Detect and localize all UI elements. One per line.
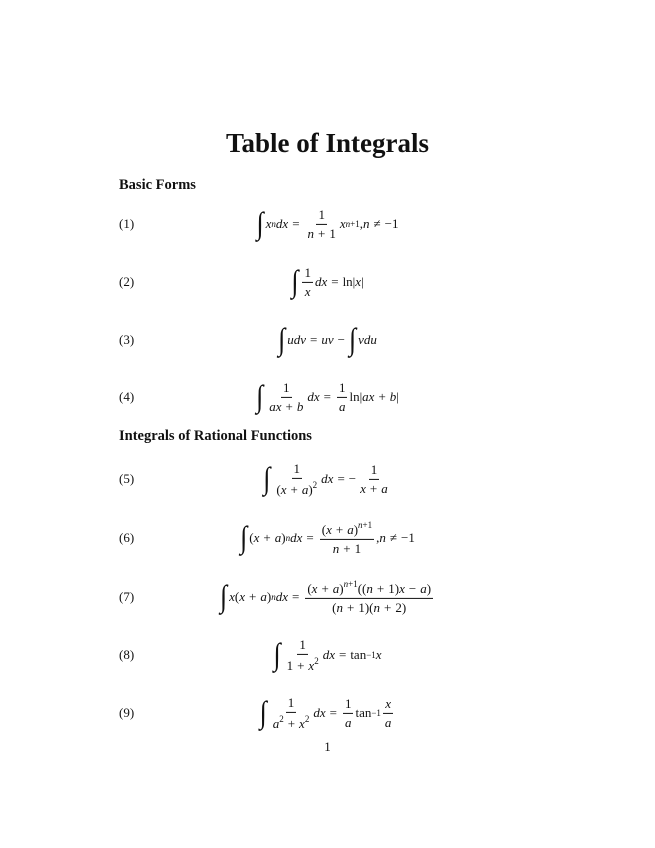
- math-text: (: [249, 530, 254, 545]
- math-variable: ax: [269, 398, 282, 414]
- equation-row: [0, 688, 655, 738]
- numerator: [316, 207, 327, 225]
- math-operator: +: [343, 540, 351, 556]
- math-text: 1: [344, 695, 352, 711]
- numerator: [286, 695, 297, 713]
- numerator: [343, 696, 354, 714]
- equation-row: [0, 372, 655, 422]
- fraction: [302, 265, 313, 299]
- math-variable: x: [253, 530, 260, 545]
- math-text: 1: [283, 379, 290, 395]
- math-text: 1: [354, 540, 362, 556]
- section-heading: Integrals of Rational Functions: [119, 428, 312, 444]
- fraction: [305, 579, 433, 615]
- math-text: 2: [304, 713, 310, 724]
- math-variable: x: [229, 589, 235, 604]
- numerator: [302, 265, 313, 283]
- numerator: [292, 461, 303, 479]
- math-text: 1: [287, 694, 295, 710]
- math-variable: a: [344, 714, 352, 730]
- math-operator: +: [335, 521, 344, 537]
- equation: [0, 380, 655, 414]
- math-text: 1: [338, 379, 346, 395]
- math-variable: n: [336, 599, 343, 615]
- integral-sign-icon: ∫: [348, 322, 357, 357]
- math-text: −1: [366, 650, 376, 660]
- integral-sign-icon: ∫: [256, 206, 264, 241]
- equation-row: [0, 513, 655, 563]
- math-text: +1: [362, 519, 373, 530]
- math-variable: n: [271, 592, 276, 602]
- math-operator: +: [297, 657, 305, 673]
- math-variable: a: [332, 580, 340, 596]
- denominator: [337, 398, 348, 415]
- math-text: ): [426, 580, 432, 596]
- math-operator: +: [384, 599, 392, 615]
- math-text: ln|: [349, 389, 363, 404]
- equation-row: [0, 199, 655, 249]
- math-variable: n: [332, 540, 340, 556]
- math-text: 2: [314, 655, 319, 666]
- math-variable: n: [343, 578, 349, 589]
- equation-number: (8): [119, 647, 135, 662]
- math-operator: +: [287, 715, 296, 731]
- math-text: ,: [359, 216, 363, 231]
- page-title: Table of Integrals: [225, 128, 429, 158]
- numerator: [320, 520, 374, 540]
- math-variable: x: [360, 480, 366, 496]
- superscript: [366, 650, 376, 660]
- integral-sign-icon: ∫: [256, 379, 264, 414]
- numerator: [369, 462, 380, 480]
- equation-row: [0, 257, 655, 307]
- math-variable: n: [271, 219, 276, 229]
- math-variable: x: [299, 715, 305, 731]
- numerator: [297, 637, 308, 655]
- fraction: [358, 462, 390, 496]
- math-text: ): [339, 580, 344, 596]
- math-variable: dx: [290, 530, 303, 545]
- math-operator: =: [338, 647, 347, 662]
- math-operator: +: [285, 398, 293, 414]
- math-operator: +: [378, 389, 386, 404]
- math-operator: −: [337, 332, 345, 347]
- denominator: [331, 540, 363, 557]
- integral-sign-icon: ∫: [291, 264, 299, 299]
- math-operator: ≠: [389, 530, 397, 545]
- math-operator: +: [290, 481, 298, 497]
- integral-sign-icon: ∫: [278, 322, 286, 357]
- superscript: [279, 714, 284, 724]
- math-variable: vdu: [358, 332, 377, 347]
- denominator: [274, 479, 319, 498]
- math-variable: a: [384, 714, 392, 730]
- equation: [0, 461, 655, 497]
- math-operator: =: [306, 530, 314, 545]
- math-operator: +: [369, 480, 378, 496]
- denominator: [271, 713, 312, 732]
- math-text: +1: [350, 219, 360, 229]
- denominator: [383, 714, 394, 731]
- math-text: 2: [279, 713, 284, 724]
- math-variable: n: [379, 530, 386, 545]
- math-variable: n: [363, 216, 370, 231]
- fraction: [271, 695, 312, 731]
- math-variable: a: [347, 521, 354, 537]
- math-text: 1: [286, 657, 294, 673]
- math-text: tan: [355, 705, 372, 720]
- math-variable: x: [239, 589, 245, 604]
- math-operator: =: [292, 216, 300, 231]
- math-text: 2: [312, 479, 318, 490]
- math-variable: dx: [314, 274, 328, 289]
- equation: [0, 322, 655, 357]
- math-operator: =: [291, 589, 300, 604]
- math-text: ): [353, 521, 359, 537]
- math-text: −1: [401, 530, 415, 545]
- equation: [0, 695, 655, 731]
- page-number: 1: [324, 739, 331, 754]
- math-variable: x: [280, 481, 287, 497]
- numerator: [337, 380, 348, 398]
- superscript: [358, 520, 372, 530]
- equation: [0, 265, 655, 299]
- superscript: [314, 656, 319, 666]
- equation-number: (5): [119, 471, 135, 486]
- math-text: (: [276, 481, 281, 497]
- math-operator: =: [329, 705, 337, 720]
- equation-row: [0, 630, 655, 680]
- math-text: ln|: [342, 274, 356, 289]
- math-variable: n: [345, 219, 351, 229]
- equation-number: (4): [119, 389, 135, 404]
- math-text: 2): [395, 599, 407, 615]
- superscript: [346, 219, 360, 229]
- math-variable: x: [304, 283, 311, 299]
- math-variable: dx: [313, 705, 326, 720]
- equation-number: (9): [119, 705, 135, 720]
- math-variable: a: [381, 480, 388, 496]
- equation-row: [0, 454, 655, 504]
- math-text: 1): [388, 580, 400, 596]
- math-text: 1: [318, 206, 325, 222]
- equation-row: [0, 572, 655, 622]
- equation: [0, 207, 655, 241]
- equation: [0, 579, 655, 615]
- equation-number: (3): [119, 332, 135, 347]
- math-operator: +: [321, 580, 329, 596]
- fraction: [320, 520, 374, 556]
- math-variable: x: [308, 657, 315, 673]
- superscript: [305, 714, 310, 724]
- math-text: ,: [376, 530, 380, 545]
- math-operator: =: [323, 389, 331, 404]
- math-variable: x: [326, 521, 332, 537]
- math-text: 1: [304, 264, 311, 280]
- math-text: 1: [299, 636, 306, 652]
- math-variable: x: [339, 216, 346, 231]
- math-operator: +: [376, 580, 385, 596]
- math-text: (: [307, 580, 312, 596]
- integral-sign-icon: ∫: [259, 695, 267, 730]
- math-variable: a: [338, 398, 346, 414]
- denominator: [343, 714, 354, 731]
- math-variable: a: [301, 481, 309, 497]
- math-text: (: [234, 589, 240, 604]
- math-text: 1: [293, 460, 301, 476]
- superscript: [371, 708, 381, 718]
- math-variable: dx: [275, 589, 288, 604]
- fraction: [267, 380, 305, 414]
- math-text: −1: [371, 708, 381, 718]
- denominator: [306, 225, 338, 242]
- math-variable: x: [265, 216, 272, 231]
- section-heading: Basic Forms: [119, 177, 196, 193]
- math-text: ): [308, 481, 313, 497]
- equation: [0, 520, 655, 556]
- math-operator: −: [408, 580, 417, 596]
- superscript: [313, 480, 318, 490]
- math-text: −: [348, 471, 357, 486]
- math-text: 1)(: [358, 599, 374, 615]
- denominator: [267, 398, 305, 415]
- integral-sign-icon: ∫: [263, 461, 271, 496]
- math-variable: n: [285, 533, 291, 543]
- denominator: [330, 599, 408, 616]
- math-variable: n: [366, 580, 373, 596]
- numerator: [305, 579, 433, 599]
- math-variable: dx: [307, 389, 320, 404]
- math-variable: x: [375, 647, 382, 662]
- fraction: [343, 696, 354, 730]
- math-variable: dx: [275, 216, 289, 231]
- math-text: ((: [357, 580, 367, 596]
- math-operator: ≠: [373, 216, 381, 231]
- math-text: tan: [350, 647, 367, 662]
- math-variable: a: [272, 715, 280, 731]
- equation-number: (1): [119, 216, 135, 231]
- math-variable: dx: [322, 647, 335, 662]
- math-variable: x: [355, 274, 362, 289]
- equation-row: [0, 315, 655, 365]
- math-variable: a: [260, 589, 267, 604]
- math-text: |: [361, 274, 364, 289]
- math-variable: a: [420, 580, 427, 596]
- equation-number: (6): [119, 530, 135, 545]
- math-variable: a: [274, 530, 282, 545]
- math-variable: b: [389, 389, 397, 404]
- math-variable: n: [373, 599, 380, 615]
- equation: [0, 637, 655, 673]
- numerator: [281, 380, 292, 398]
- denominator: [358, 480, 390, 497]
- math-operator: +: [263, 530, 271, 545]
- integral-sign-icon: ∫: [219, 579, 228, 614]
- superscript: [344, 579, 358, 589]
- math-variable: uv: [321, 332, 334, 347]
- math-text: −1: [384, 216, 399, 231]
- math-variable: b: [296, 398, 304, 414]
- denominator: [285, 655, 321, 674]
- math-variable: dx: [321, 471, 334, 486]
- math-operator: +: [249, 589, 257, 604]
- integral-sign-icon: ∫: [240, 520, 248, 555]
- math-operator: =: [331, 274, 339, 289]
- math-text: |: [396, 389, 399, 404]
- math-text: (: [332, 599, 337, 615]
- fraction: [274, 461, 319, 497]
- math-variable: n: [307, 225, 315, 241]
- equation-number: (7): [119, 589, 135, 604]
- math-variable: ax: [362, 389, 375, 404]
- math-text: (: [321, 521, 327, 537]
- math-operator: +: [346, 599, 355, 615]
- math-operator: +: [318, 225, 326, 241]
- integral-sign-icon: ∫: [273, 637, 281, 672]
- math-operator: =: [337, 471, 345, 486]
- math-operator: =: [310, 332, 318, 347]
- math-text: ): [266, 589, 272, 604]
- equation-number: (2): [119, 274, 135, 289]
- math-variable: n: [358, 519, 363, 530]
- denominator: [303, 283, 313, 300]
- math-text: 1: [329, 225, 336, 241]
- math-variable: x: [385, 695, 392, 711]
- fraction: [383, 696, 394, 730]
- math-text: ): [281, 530, 286, 545]
- math-variable: udv: [287, 332, 307, 347]
- math-variable: x: [311, 580, 318, 596]
- math-text: +1: [348, 578, 358, 589]
- numerator: [383, 696, 393, 714]
- fraction: [306, 207, 338, 241]
- fraction: [337, 380, 348, 414]
- fraction: [285, 637, 321, 673]
- math-variable: x: [399, 580, 405, 596]
- math-text: 1: [370, 461, 378, 477]
